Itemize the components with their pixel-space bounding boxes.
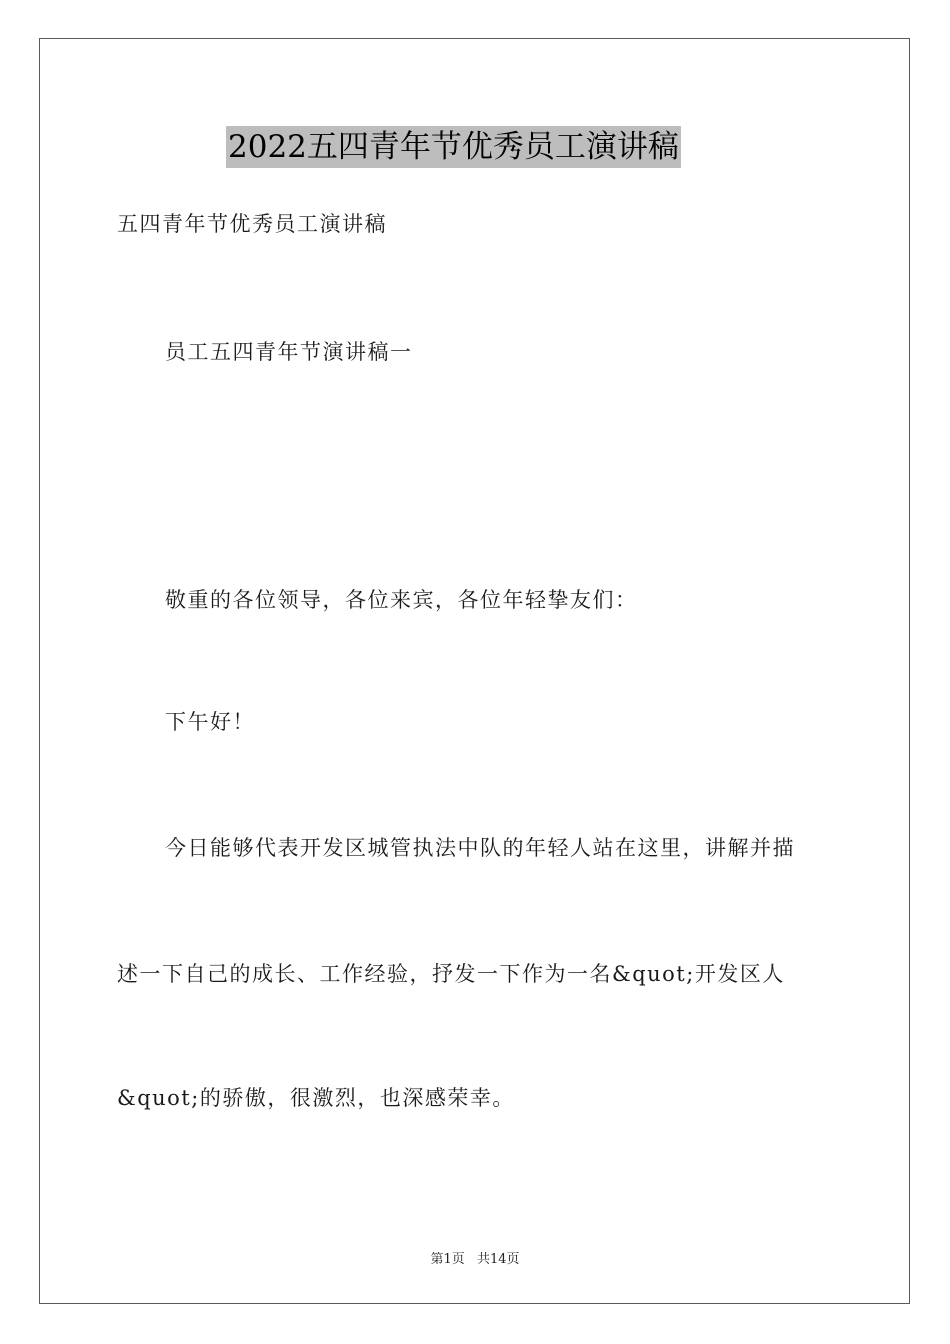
page-total: 共14页 [476, 1252, 520, 1267]
page-footer [0, 1248, 950, 1267]
paragraph-body-line-2: 述一下自己的成长、工作经验，抒发一下作为一名&quot;开发区人 [117, 962, 785, 986]
document-title: 2022五四青年节优秀员工演讲稿 [226, 126, 681, 168]
paragraph-body-line-1: 今日能够代表开发区城管执法中队的年轻人站在这里，讲解并描 [165, 836, 795, 860]
paragraph-good-afternoon: 下午好！ [165, 710, 255, 734]
section-heading: 员工五四青年节演讲稿一 [165, 340, 413, 364]
paragraph-greeting: 敬重的各位领导，各位来宾，各位年轻挚友们： [165, 588, 638, 612]
paragraph-body-line-3: &quot;的骄傲，很激烈，也深感荣幸。 [117, 1086, 515, 1110]
page-number: 第1页 [430, 1252, 465, 1267]
document-subtitle: 五四青年节优秀员工演讲稿 [117, 212, 387, 236]
